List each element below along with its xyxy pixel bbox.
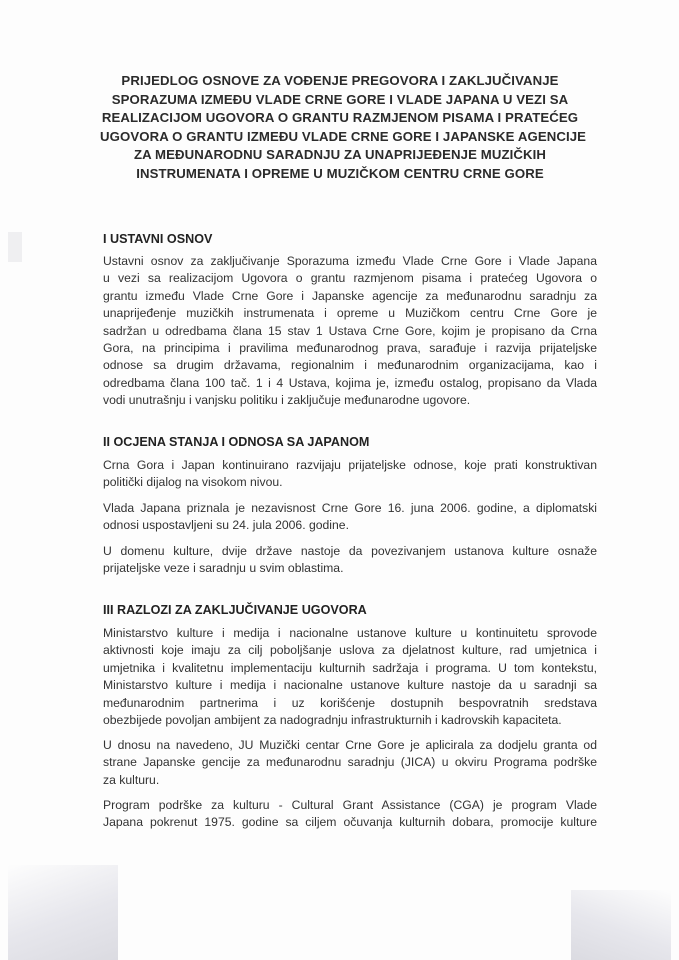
text-line: Japana pokrenut 1975. godine sa ciljem očuvanja kulturnih dobara, promocije kulture [103, 815, 597, 830]
text-line: politički dijalog na visokom nivou. [103, 475, 283, 490]
section-2-paragraph-1 [103, 457, 597, 492]
text-line: vodi unutrašnju i vanjsku politiku i zaključuje međunarodne ugovore. [103, 393, 471, 408]
text-line: grantu između Vlade Crne Gore i Japanske agencije za međunarodnu saradnju za [103, 288, 597, 303]
title-line: REALIZACIJOM UGOVORA O GRANTU RAZMJENOM PISAMA I PRATEĆEG [101, 110, 579, 126]
scan-shadow-right [571, 890, 671, 960]
text-line: Ministarstvo kulture i medija i nacionalne ustanove kulture u kontinuitetu sprovode [103, 626, 597, 640]
title-line: PRIJEDLOG OSNOVE ZA VOĐENJE PREGOVORA I ZAKLJUČIVANJE [121, 73, 559, 88]
text-line: odnose sa drugim državama, regionalnim i međunarodnim organizacijama, kao i [103, 358, 597, 373]
text-line: strane Japanske gencije za međunarodnu saradnju (JICA) u okviru Programa podrške [103, 755, 597, 770]
text-line: U dnosu na navedeno, JU Muzički centar Crne Gore je aplicirala za dodjelu granta od [103, 738, 597, 752]
section-3-paragraph-3 [103, 797, 597, 832]
title-line: UGOVORA O GRANTU IZMEĐU VLADE CRNE GORE I JAPANSKE AGENCIJE [100, 128, 587, 144]
document-title [100, 72, 587, 184]
scan-shadow-left [8, 865, 118, 960]
text-line: Ustavni osnov za zaključivanje Sporazuma između Vlade Crne Gore i Vlade Japana [103, 254, 597, 268]
text-line: odnosi uspostavljeni su 24. jula 2006. godine. [103, 518, 349, 533]
section-2-paragraph-3 [103, 543, 597, 578]
text-line: aktivnosti koje imaju za cilj poboljšanje uslova za djelatnost kulture, rad umjetnica i [103, 643, 597, 658]
text-line: sadržan u odredbama člana 15 stav 1 Ustava Crne Gore, kojim je propisano da Crna [103, 323, 597, 338]
text-line: Vlada Japana priznala je nezavisnost Crne Gore 16. juna 2006. godine, a diplomatski [103, 501, 597, 515]
text-line: obezbijede povoljan ambijent za nadogradnju infrastrukturnih i kadrovskih kapaciteta. [103, 713, 562, 728]
section-2-paragraph-2 [103, 500, 597, 535]
text-line: Ministarstvo kulture i medija i nacionalne ustanove kulture nastoje da u saradnji sa [103, 678, 597, 693]
section-3-paragraph-1 [103, 625, 597, 729]
text-line: unaprijeđenje muzičkih instrumenata i opreme u Muzičkom centru Crne Gore je [103, 306, 597, 321]
section-heading-2: II OCJENA STANJA I ODNOSA SA JAPANOM [103, 435, 370, 449]
text-line: za kulturu. [103, 772, 160, 787]
text-line: u vezi sa realizacijom Ugovora o grantu razmjenom pisama i pratećeg Ugovora o [103, 271, 597, 286]
text-line: Program podrške za kulturu - Cultural Grant Assistance (CGA) je program Vlade [103, 798, 597, 812]
title-line: ZA MEĐUNARODNU SARADNJU ZA UNAPRIJEĐENJE MUZIČKIH [133, 147, 547, 163]
text-line: U domenu kulture, dvije države nastoje da povezivanjem ustanova kulture osnaže [103, 544, 597, 558]
section-1-paragraph-1 [103, 253, 597, 410]
title-line: INSTRUMENATA I OPREME U MUZIČKOM CENTRU CRNE GORE [136, 165, 544, 181]
text-line: Gora, na principima i pravilima međunarodnog prava, sarađuje i razvija prijateljske [103, 341, 597, 356]
text-line: umjetnika i kvalitetnu implementaciju kulturnih sadržaja i programa. U tom kontekstu, [103, 660, 597, 675]
text-line: međunarodnim partnerima i uz korišćenje dostupnih bespovratnih sredstava [103, 695, 597, 710]
text-line: prijateljske veze i saradnju u svim oblastima. [103, 561, 344, 576]
scan-artifact [8, 232, 22, 262]
text-line: Crna Gora i Japan kontinuirano razvijaju prijateljske odnose, koje prati konstruktivan [103, 458, 597, 472]
text-line: odredbama člana 100 tač. 1 i 4 Ustava, kojima je, između ostalog, propisano da Vlada [103, 375, 597, 390]
title-line: SPORAZUMA IZMEĐU VLADE CRNE GORE I VLADE JAPANA U VEZI SA [111, 91, 569, 107]
section-heading-3: III RAZLOZI ZA ZAKLJUČIVANJE UGOVORA [103, 603, 367, 617]
section-3-paragraph-2 [103, 737, 597, 789]
section-heading-1: I USTAVNI OSNOV [103, 232, 213, 246]
